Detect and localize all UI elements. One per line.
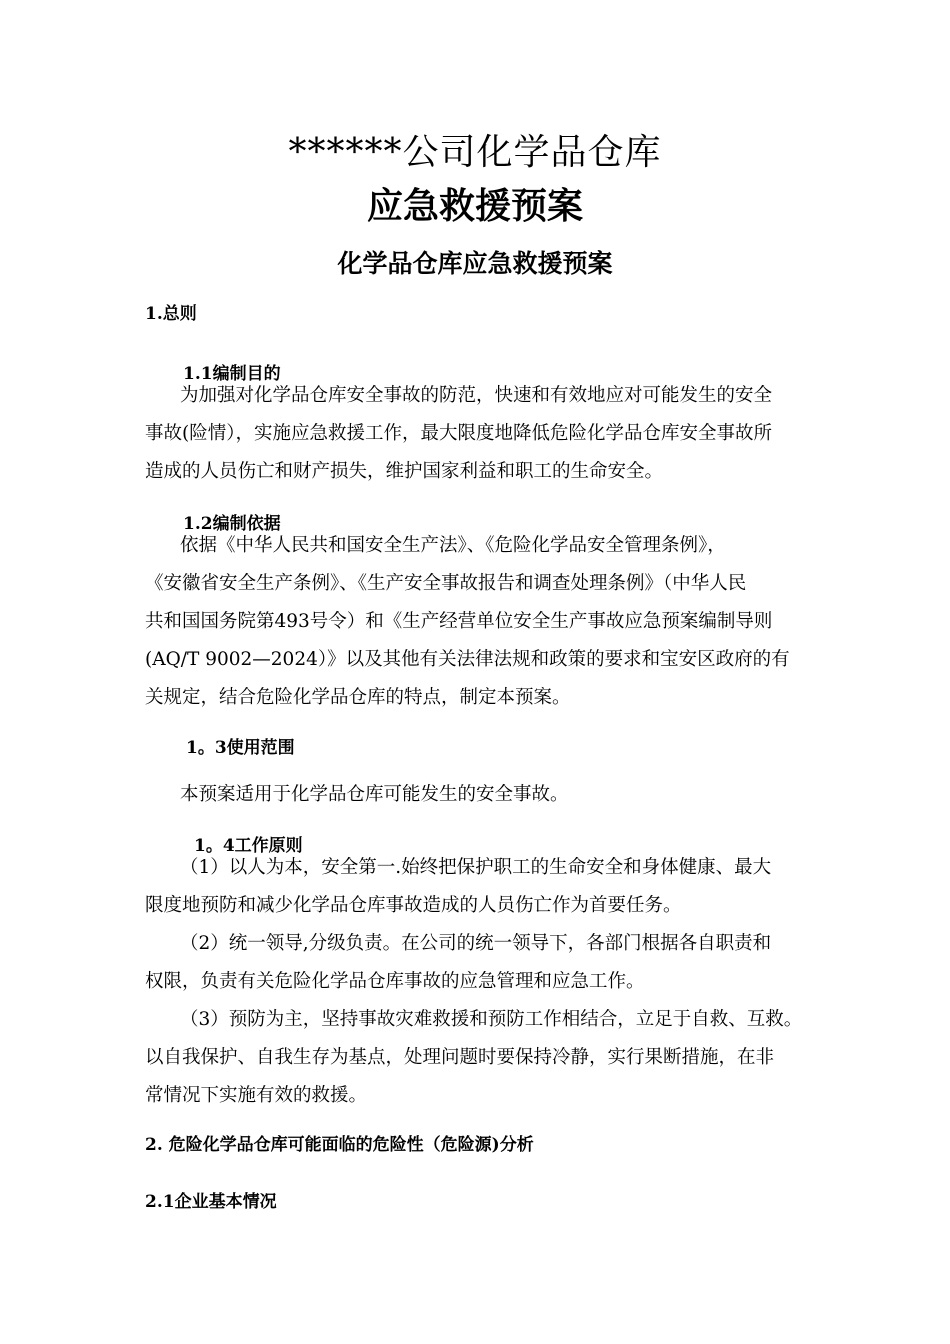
section-2-1-heading: 2.1企业基本情况 <box>145 1192 277 1212</box>
paragraph-line: （1）以人为本，安全第一.始终把保护职工的生命安全和身体健康、最大 <box>180 857 772 878</box>
paragraph-line: 依据《中华人民共和国安全生产法》、《危险化学品安全管理条例》， <box>180 535 726 556</box>
document-subtitle: 化学品仓库应急救援预案 <box>337 249 613 278</box>
section-1-1-heading: 1.1编制目的 <box>183 364 281 384</box>
paragraph-line: 共和国国务院第493号令）和《生产经营单位安全生产事故应急预案编制导则 <box>145 611 773 632</box>
document-title-line-2: 应急救援预案 <box>366 185 583 227</box>
document-title-line-1: ******公司化学品仓库 <box>288 132 662 173</box>
paragraph-line: 本预案适用于化学品仓库可能发生的安全事故。 <box>180 784 569 805</box>
paragraph-line: 权限，负责有关危险化学品仓库事故的应急管理和应急工作。 <box>145 971 645 992</box>
section-2-heading: 2. 危险化学品仓库可能面临的危险性（危险源)分析 <box>145 1135 534 1155</box>
paragraph-line: 为加强对化学品仓库安全事故的防范，快速和有效地应对可能发生的安全 <box>180 385 773 406</box>
paragraph-line: 常情况下实施有效的救援。 <box>145 1085 368 1106</box>
paragraph-line: 关规定，结合危险化学品仓库的特点，制定本预案。 <box>145 687 571 708</box>
paragraph-line: 以自我保护、自我生存为基点，处理问题时要保持冷静，实行果断措施，在非 <box>145 1047 775 1068</box>
paragraph-line: （3）预防为主，坚持事故灾难救援和预防工作相结合，立足于自救、互救。 <box>180 1009 803 1030</box>
paragraph-line: (AQ/T 9002—2024）》以及其他有关法律法规和政策的要求和宝安区政府的有 <box>145 649 790 670</box>
section-1-2-heading: 1.2编制依据 <box>183 514 281 534</box>
paragraph-line: （2）统一领导,分级负责。在公司的统一领导下，各部门根据各自职责和 <box>180 933 772 954</box>
section-1-heading: 1.总则 <box>145 304 197 324</box>
paragraph-line: 《安徽省安全生产条例》、《生产安全事故报告和调查处理条例》（中华人民 <box>145 573 747 594</box>
paragraph-line: 事故(险情），实施应急救援工作，最大限度地降低危险化学品仓库安全事故所 <box>145 423 772 444</box>
paragraph-line: 造成的人员伤亡和财产损失，维护国家利益和职工的生命安全。 <box>145 461 664 482</box>
paragraph-line: 限度地预防和减少化学品仓库事故造成的人员伤亡作为首要任务。 <box>145 895 682 916</box>
section-1-4-heading: 1。4工作原则 <box>194 836 303 856</box>
section-1-3-heading: 1。3使用范围 <box>186 738 295 758</box>
